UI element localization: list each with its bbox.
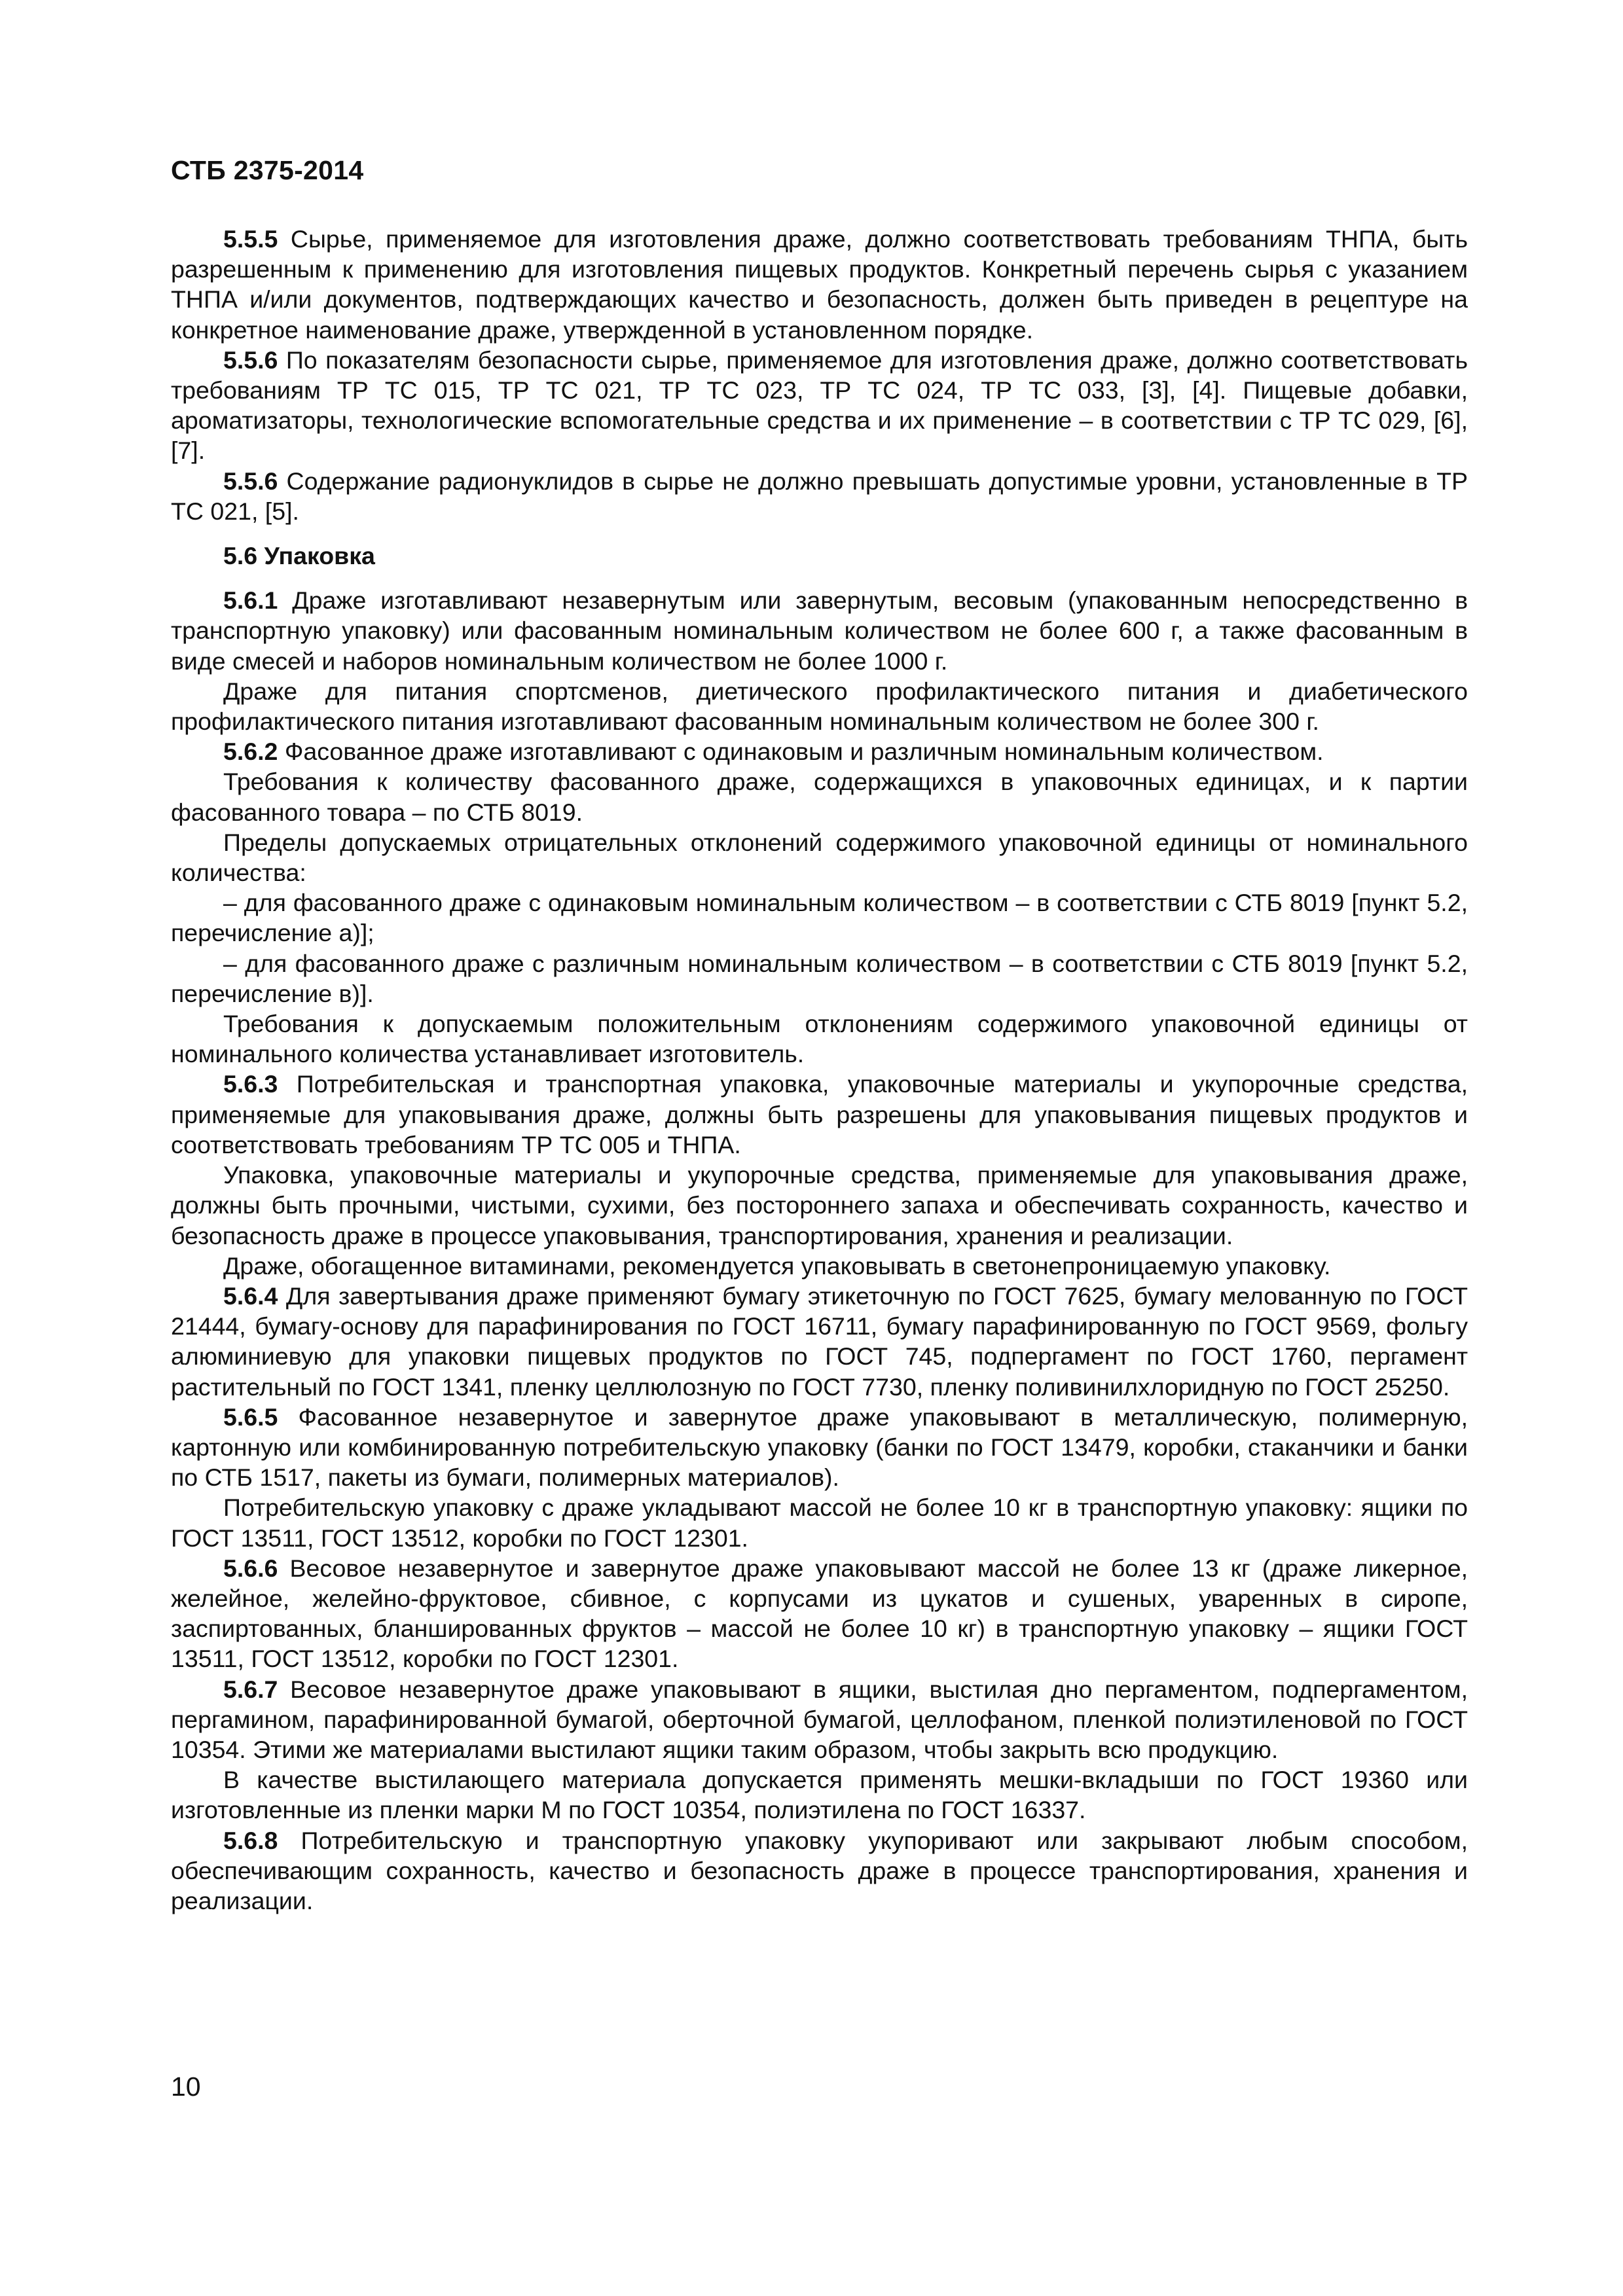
clause-number: 5.6.4	[223, 1282, 278, 1310]
clause-number: 5.6.5	[223, 1403, 278, 1431]
clause-5-5-5	[171, 224, 1468, 345]
clause-5-6-4	[171, 1281, 1468, 1402]
page-number: 10	[171, 2072, 201, 2102]
clause-text: Содержание радионуклидов в сырье не должно превышать допустимые уровни, установленные в ТР ТС 021, [5].	[171, 467, 1468, 525]
clause-number: 5.6.1	[223, 586, 278, 615]
paragraph: Упаковка, упаковочные материалы и укупорочные средства, применяемые для упаковывания драже, должны быть прочными, чистыми, сухими, без постороннего запаха и обеспечивать сохранность, качество и безопасность драже в процессе упаковывания, транспортирования, хранения и реализации.	[171, 1161, 1468, 1249]
paragraph: Требования к количеству фасованного драже, содержащихся в упаковочных единицах, и к партии фасованного товара – по СТБ 8019.	[171, 768, 1468, 826]
clause-number: 5.5.5	[223, 225, 278, 253]
clause-5-5-6-radionuclides	[171, 466, 1468, 526]
document-body	[171, 224, 1468, 1916]
clause-text: Фасованное незавернутое и завернутое драже упаковывают в металлическую, полимерную, картонную или комбинированную потребительскую упаковку (банки по ГОСТ 13479, коробки, стаканчики и банки по СТБ 1517, пакеты из бумаги, полимерных материалов).	[171, 1403, 1468, 1492]
clause-number: 5.5.6	[223, 467, 278, 495]
document-code-header: СТБ 2375-2014	[171, 155, 364, 185]
clause-5-6-3	[171, 1069, 1468, 1160]
paragraph: Драже для питания спортсменов, диетического профилактического питания и диабетического профилактического питания изготавливают фасованным номинальным количеством не более 300 г.	[171, 677, 1468, 736]
list-item: – для фасованного драже с одинаковым номинальным количеством – в соответствии с СТБ 8019 [пункт 5.2, перечисление а)];	[171, 889, 1468, 947]
list-item: – для фасованного драже с различным номинальным количеством – в соответствии с СТБ 8019 [пункт 5.2, перечисление в)].	[171, 949, 1468, 1007]
clause-5-6-6	[171, 1553, 1468, 1674]
clause-text: Фасованное драже изготавливают с одинаковым и различным номинальным количеством.	[278, 738, 1324, 766]
clause-text: По показателям безопасности сырье, применяемое для изготовления драже, должно соответствовать требованиям ТР ТС 015, ТР ТС 021, ТР ТС 023, ТР ТС 024, ТР ТС 033, [3], [4]. Пищевые добавки, ароматизаторы, технологические вспомогательные средства и их применение – в соответствии с ТР ТС 029, [6], [7].	[171, 346, 1468, 465]
clause-number: 5.5.6	[223, 346, 278, 374]
clause-5-6-5	[171, 1402, 1468, 1493]
clause-number: 5.6.7	[223, 1675, 278, 1703]
paragraph: Драже, обогащенное витаминами, рекомендуется упаковывать в светонепроницаемую упаковку.	[223, 1251, 1331, 1280]
clause-text: Драже изготавливают незавернутым или завернутым, весовым (упакованным непосредственно в транспортную упаковку) или фасованным номинальным количеством не более 600 г, а также фасованным в виде смесей и наборов номинальным количеством не более 1000 г.	[171, 586, 1468, 675]
clause-text: Потребительская и транспортная упаковка, упаковочные материалы и укупорочные средства, применяемые для упаковывания драже, должны быть разрешены для упаковывания пищевых продуктов и соответствовать требованиям ТР ТС 005 и ТНПА.	[171, 1070, 1468, 1158]
paragraph: Требования к допускаемым положительным отклонениям содержимого упаковочной единицы от номинального количества устанавливает изготовитель.	[171, 1010, 1468, 1068]
clause-text: Для завертывания драже применяют бумагу этикеточную по ГОСТ 7625, бумагу мелованную по ГОСТ 21444, бумагу-основу для парафинирования по ГОСТ 16711, бумагу парафинированную по ГОСТ 9569, фольгу алюминиевую для упаковки пищевых продуктов по ГОСТ 745, подпергамент по ГОСТ 1760, пергамент растительный по ГОСТ 1341, пленку целлюлозную по ГОСТ 7730, пленку поливинилхлоридную по ГОСТ 25250.	[171, 1282, 1468, 1401]
clause-number: 5.6.3	[223, 1070, 278, 1098]
clause-5-6-7	[171, 1674, 1468, 1765]
clause-number: 5.6.2	[223, 738, 278, 766]
paragraph: В качестве выстилающего материала допускается применять мешки-вкладыши по ГОСТ 19360 или изготовленные из пленки марки М по ГОСТ 10354, полиэтилена по ГОСТ 16337.	[171, 1766, 1468, 1824]
clause-text: Сырье, применяемое для изготовления драже, должно соответствовать требованиям ТНПА, быть разрешенным к применению для изготовления пищевых продуктов. Конкретный перечень сырья с указанием ТНПА и/или документов, подтверждающих качество и безопасность, должен быть приведен в рецептуре на конкретное наименование драже, утвержденной в установленном порядке.	[171, 225, 1468, 344]
clause-text: Весовое незавернутое и завернутое драже упаковывают массой не более 13 кг (драже ликерное, желейное, желейно-фруктовое, сбивное, с корпусами из цукатов и сушеных, уваренных в сиропе, заспиртованных, бланшированных фруктов – массой не более 10 кг) в транспортную упаковку – ящики ГОСТ 13511, ГОСТ 13512, коробки по ГОСТ 12301.	[171, 1554, 1468, 1673]
paragraph: Пределы допускаемых отрицательных отклонений содержимого упаковочной единицы от номинального количества:	[171, 828, 1468, 887]
section-heading-5-6: 5.6 Упаковка	[223, 542, 375, 570]
paragraph: Потребительскую упаковку с драже укладывают массой не более 10 кг в транспортную упаковку: ящики по ГОСТ 13511, ГОСТ 13512, коробки по ГОСТ 12301.	[171, 1494, 1468, 1552]
clause-5-6-2	[171, 736, 1468, 766]
clause-5-5-6-safety	[171, 345, 1468, 466]
clause-5-6-8	[171, 1825, 1468, 1916]
clause-number: 5.6.8	[223, 1826, 278, 1854]
clause-text: Весовое незавернутое драже упаковывают в ящики, выстилая дно пергаментом, подпергаментом, пергамином, парафинированной бумагой, оберточной бумагой, целлофаном, пленкой полиэтиленовой по ГОСТ 10354. Этими же материалами выстилают ящики таким образом, чтобы закрыть всю продукцию.	[171, 1675, 1468, 1763]
clause-5-6-1	[171, 585, 1468, 676]
clause-number: 5.6.6	[223, 1554, 278, 1582]
clause-text: Потребительскую и транспортную упаковку укупоривают или закрывают любым способом, обеспечивающим сохранность, качество и безопасность драже в процессе транспортирования, хранения и реализации.	[171, 1826, 1468, 1914]
